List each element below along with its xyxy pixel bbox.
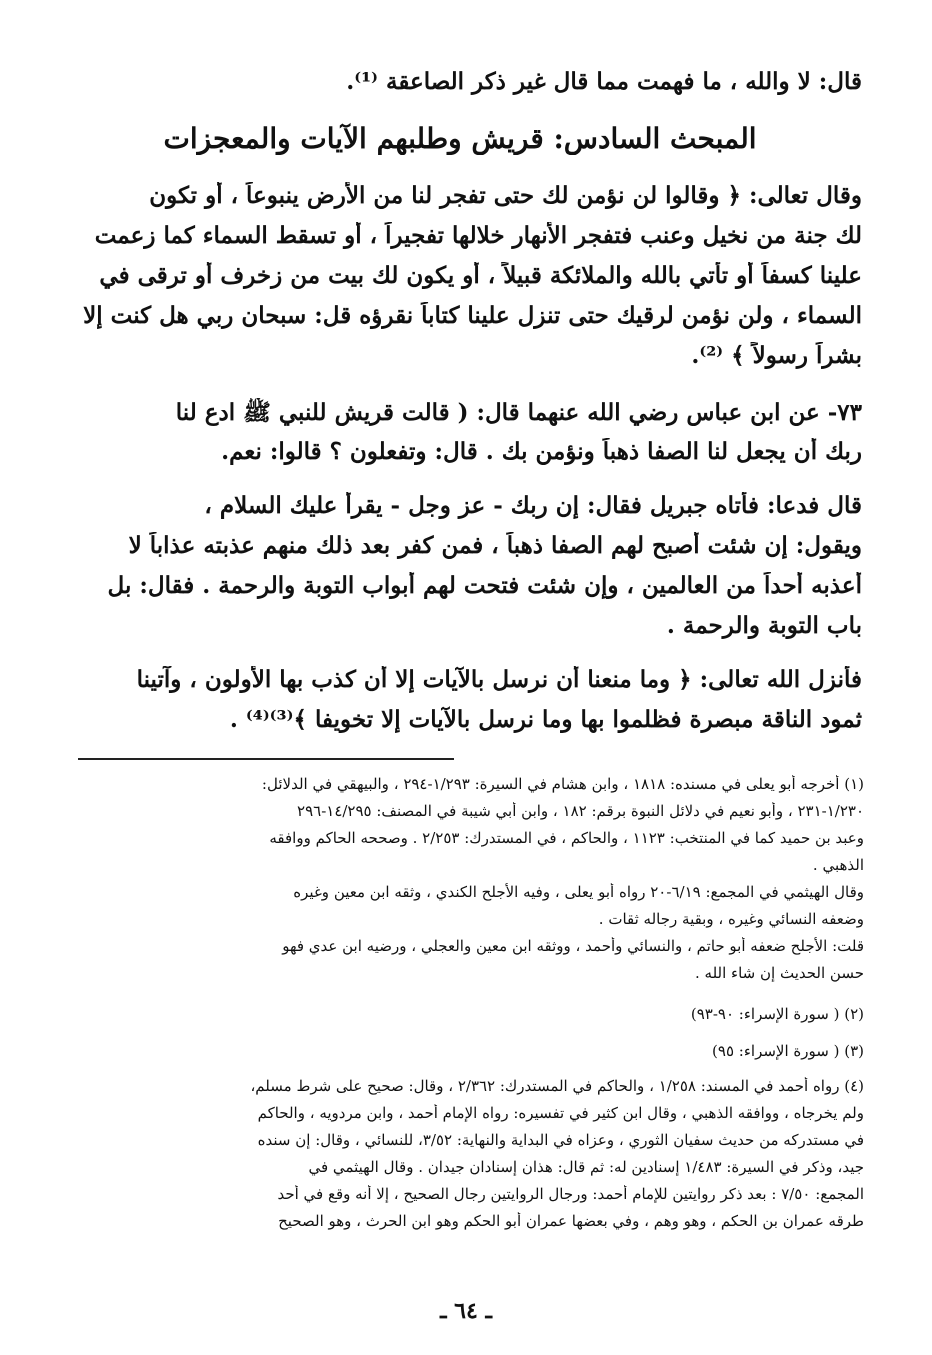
footnote-line: ١/٢٣٠-٢٣١ ، وأبو نعيم في دلائل النبوة برقم: ١٨٢ ، وابن أبي شيبة في المصنف: ١٤/٢٩٥-٢٩٦ [297,802,864,820]
footnote-line: طرقه عمران بن الحكم ، وهو وهم ، وفي بعضها عمران أبو الحكم وهو ابن الحرث ، وهو الصحيح [278,1212,864,1230]
top-line: قال: لا والله ، ما فهمت مما قال غير ذكر الصاعقة ⁽¹⁾. [346,68,862,95]
text-line: ثمود الناقة مبصرة فظلموا بها وما نرسل بالآيات إلا تخويفا ﴾⁽³⁾⁽⁴⁾ . [229,706,862,733]
footnote-line: وقال الهيثمي في المجمع: ٦/١٩-٢٠ رواه أبو يعلى ، وفيه الأجلح الكندي ، وثقه ابن معين وغيره [293,883,864,901]
footnote-line: (٣) ( سورة الإسراء: ٩٥) [712,1042,864,1060]
footnote-line: ولم يخرجاه ، ووافقه الذهبي ، وقال ابن كثير في تفسيره: رواه الإمام أحمد ، وابن مردويه ، والحاكم [257,1104,864,1122]
text-line: ويقول: إن شئت أصبح لهم الصفا ذهباً ، فمن كفر بعد ذلك منهم عذبته عذاباً لا [128,532,862,559]
text-line: ربك أن يجعل لنا الصفا ذهباً ونؤمن بك . قال: وتفعلون ؟ قالوا: نعم. [221,438,862,465]
footnote-line: قلت: الأجلح ضعفه أبو حاتم ، والنسائي وأحمد ، ووثقه ابن معين والعجلي ، ورضيه ابن عدي فهو [282,937,864,955]
section-heading: المبحث السادس: قريش وطلبهم الآيات والمعجزات [163,122,757,155]
text-line: السماء ، ولن نؤمن لرقيك حتى تنزل علينا كتاباً نقرؤه قل: سبحان ربي هل كنت إلا [83,302,862,329]
text-line: باب التوبة والرحمة . [666,612,862,639]
footnote-line: وعبد بن حميد كما في المنتخب: ١١٢٣ ، والحاكم ، في المستدرك: ٢/٢٥٣ . وصححه الحاكم ووافقه [269,829,864,847]
text-line: قال فدعا: فأتاه جبريل فقال: إن ربك - عز وجل - يقرأ عليك السلام ، [204,492,862,519]
footnote-line: حسن الحديث إن شاء الله . [695,964,864,982]
footnote-line: (٤) رواه أحمد في المسند: ١/٢٥٨ ، والحاكم في المستدرك: ٢/٣٦٢ ، وقال: صحيح على شرط مسلم، [250,1077,864,1095]
text-line: أعذبه أحداً من العالمين ، وإن شئت فتحت لهم أبواب التوبة والرحمة . فقال: بل [107,572,862,599]
footnote-line: وضعفه النسائي وغيره ، وبقية رجاله ثقات . [598,910,864,928]
footnote-line: (٢) ( سورة الإسراء: ٩٠-٩٣) [690,1005,864,1023]
text-line: علينا كسفاً أو تأتي بالله والملائكة قبيلاً ، أو يكون لك بيت من زخرف أو ترقى في [99,262,862,289]
footnote-line: المجمع: ٧/٥٠ : بعد ذكر روايتين للإمام أحمد: ورجال الروايتين رجال الصحيح ، إلا أنه وقع في أحد [277,1185,864,1203]
footnote-line: (١) أخرجه أبو يعلى في مسنده: ١٨١٨ ، وابن هشام في السيرة: ١/٢٩٣-٢٩٤ ، والبيهقي في الدلائل: [261,775,864,793]
text-line: فأنزل الله تعالى: ﴿ وما منعنا أن نرسل بالآيات إلا أن كذب بها الأولون ، وآتينا [136,666,862,693]
text-line: لك جنة من نخيل وعنب فتفجر الأنهار خلالها تفجيراً ، أو تسقط السماء كما زعمت [94,222,862,249]
text-line: ٧٣- عن ابن عباس رضي الله عنهما قال: ( قالت قريش للنبي ﷺ ادع لنا [175,399,862,426]
text-line: وقال تعالى: ﴿ وقالوا لن نؤمن لك حتى تفجر لنا من الأرض ينبوعاً ، أو تكون [149,182,862,209]
footnote-divider [78,758,454,760]
page-number: ـ ٦٤ ـ [440,1298,492,1324]
text-line: بشراً رسولاً ﴾ ⁽²⁾. [691,342,862,369]
footnote-line: جيد، وذكر في السيرة: ١/٤٨٣ إسنادين له: ثم قال: هذان إسنادان جيدان . وقال الهيثمي في [308,1158,864,1176]
footnote-line: في مستدركه من حديث سفيان الثوري ، وعزاه في البداية والنهاية: ٣/٥٢، للنسائي ، وقال: إن سنده [257,1131,864,1149]
footnote-line: الذهبي . [812,856,864,874]
